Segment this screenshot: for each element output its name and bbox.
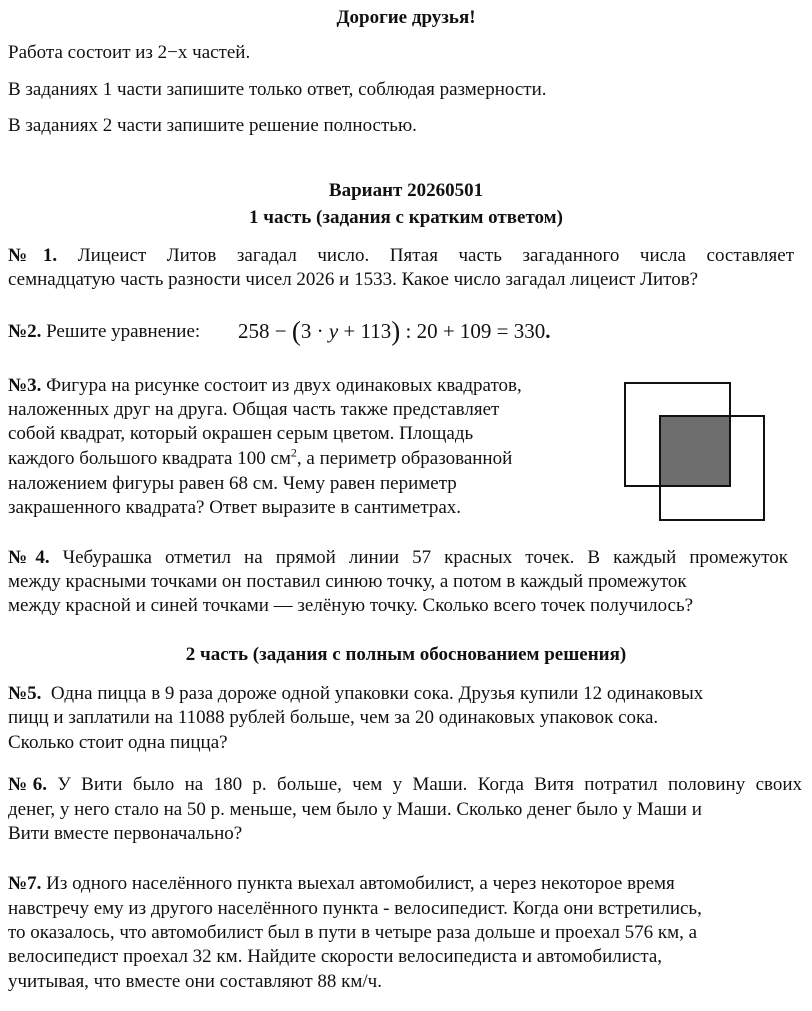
- task-3-line-4: [8, 447, 512, 471]
- task-text: У Вити было на 180 р. больше, чем у Маши. Когда Витя потратил половину своих: [57, 774, 803, 795]
- task-6-line-3: Вити вместе первоначально?: [8, 823, 243, 844]
- task-7-line-2: навстречу ему из другого населённого пункта - велосипедист. Когда они встретились,: [8, 898, 702, 919]
- task-7-line-5: учитывая, что вместе они составляют 88 км/ч.: [8, 971, 382, 992]
- task-text: Фигура на рисунке состоит из двух одинаковых квадратов,: [46, 375, 522, 396]
- overlapping-squares-figure: [620, 378, 770, 523]
- equation-period: .: [545, 319, 551, 343]
- task-1-line-1: [8, 244, 794, 268]
- task-text: Чебурашка отметил на прямой линии 57 красных точек. В каждый промежуток: [62, 547, 788, 568]
- task-3-line-3: собой квадрат, который окрашен серым цветом. Площадь: [8, 423, 474, 444]
- equation-part: 258 −: [238, 319, 292, 343]
- equation-part: + 113: [338, 319, 392, 343]
- task-number: №5.: [8, 683, 42, 704]
- task-5-line-3: Сколько стоит одна пицца?: [8, 732, 228, 753]
- task-2-line: [8, 320, 200, 344]
- intro-line-1: Работа состоит из 2−х частей.: [8, 42, 251, 63]
- equation-part: 3 ·: [300, 319, 329, 343]
- task-3-line-5: наложением фигуры равен 68 см. Чему равен периметр: [8, 473, 457, 494]
- task-number: №3.: [8, 375, 42, 396]
- task-text: Одна пицца в 9 раза дороже одной упаковки сока. Друзья купили 12 одинаковых: [50, 683, 704, 704]
- task-text: Решите уравнение:: [46, 321, 201, 342]
- greeting-title: Дорогие друзья!: [336, 7, 476, 28]
- task-text: Лицеист Литов загадал число. Пятая часть загаданного числа составляет: [77, 245, 794, 266]
- task-text: Из одного населённого пункта выехал автомобилист, а через некоторое время: [46, 873, 675, 894]
- task-4-line-3: между красной и синей точками — зелёную точку. Сколько всего точек получилось?: [8, 595, 694, 616]
- intro-line-3: В заданиях 2 части запишите решение полностью.: [8, 115, 417, 136]
- part2-title: 2 часть (задания с полным обоснованием решения): [185, 644, 627, 665]
- variant-title: Вариант 20260501: [328, 180, 484, 201]
- equation-variable: y: [328, 319, 339, 343]
- task-3-line-1: [8, 374, 522, 398]
- task-text: каждого большого квадрата 100 см: [8, 448, 291, 469]
- superscript: 2: [290, 445, 297, 460]
- intro-line-2: В заданиях 1 части запишите только ответ, соблюдая размерности.: [8, 79, 547, 100]
- task-number: №4.: [8, 547, 50, 568]
- equation-paren: (: [291, 316, 301, 346]
- shaded-square: [660, 416, 730, 486]
- task-3-line-6: закрашенного квадрата? Ответ выразите в сантиметрах.: [8, 497, 462, 518]
- part1-title: 1 часть (задания с кратким ответом): [249, 207, 563, 228]
- task-number: №7.: [8, 873, 42, 894]
- task-5-line-1: [8, 682, 703, 706]
- task-3-line-2: наложенных друг на друга. Общая часть также представляет: [8, 399, 500, 420]
- task-7-line-4: велосипедист проехал 32 км. Найдите скорости велосипедиста и автомобилиста,: [8, 946, 663, 967]
- task-text: , а периметр образованной: [296, 448, 513, 469]
- task-number: №1.: [8, 245, 58, 266]
- task-4-line-1: [8, 546, 788, 570]
- task-6-line-1: [8, 773, 802, 797]
- task-6-line-2: денег, у него стало на 50 р. меньше, чем было у Маши. Сколько денег было у Маши и: [8, 799, 702, 820]
- task-7-line-3: то оказалось, что автомобилист был в пути в четыре раза дольше и проехал 576 км, а: [8, 922, 698, 943]
- task-4-line-2: между красными точками он поставил синюю точку, а потом в каждый промежуток: [8, 571, 687, 592]
- task-number: №2.: [8, 321, 42, 342]
- equation: [238, 316, 551, 346]
- task-1-line-2: семнадцатую часть разности чисел 2026 и 1533. Какое число загадал лицеист Литов?: [8, 269, 699, 290]
- task-number: №6.: [8, 774, 47, 795]
- equation-paren: ): [391, 316, 401, 346]
- task-7-line-1: [8, 872, 675, 896]
- task-5-line-2: пицц и заплатили на 11088 рублей больше, чем за 20 одинаковых упаковок сока.: [8, 707, 659, 728]
- equation-part: : 20 + 109 = 330: [400, 319, 546, 343]
